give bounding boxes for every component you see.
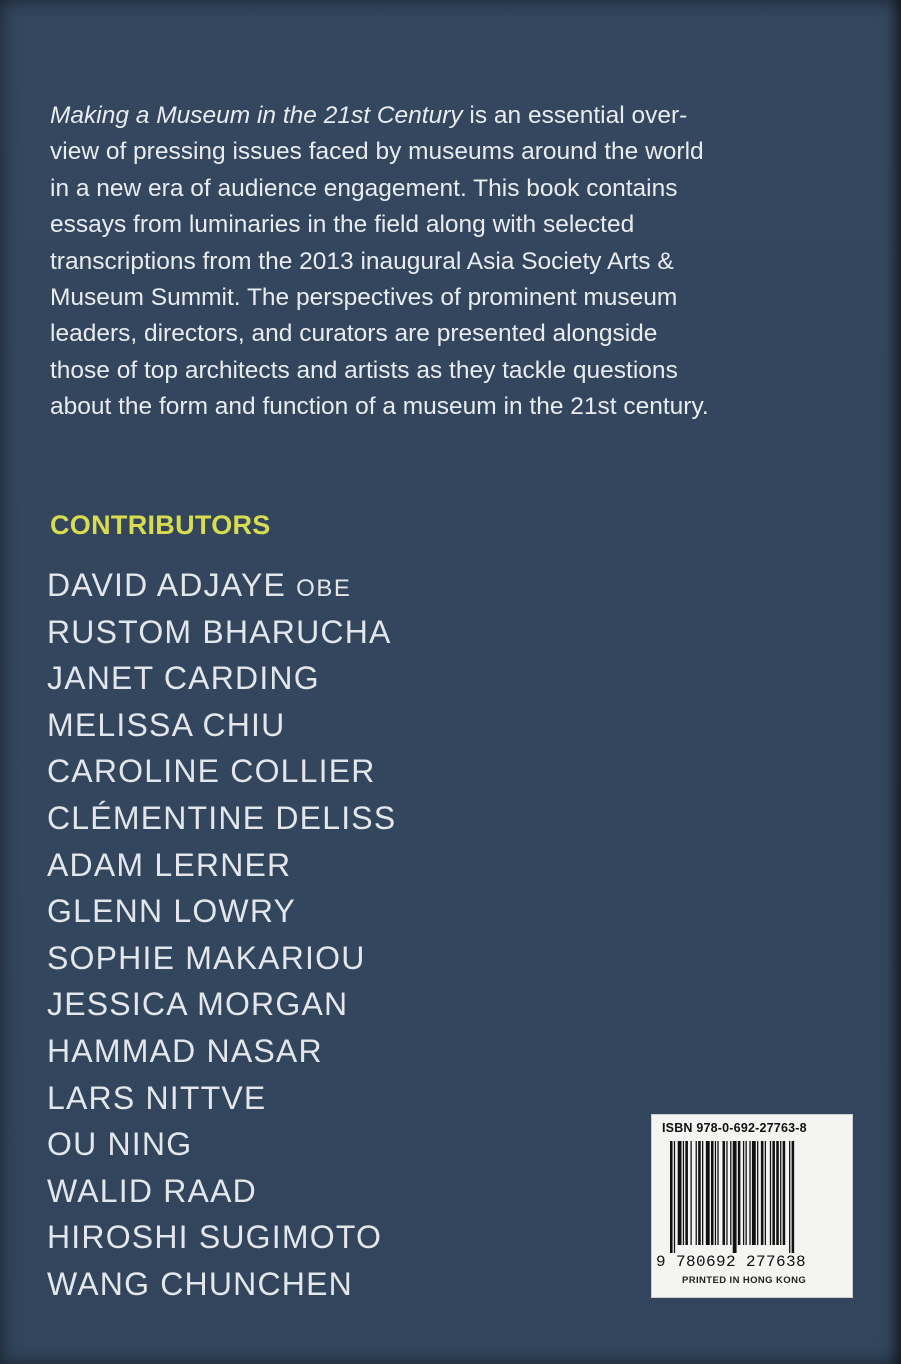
printed-in-label: PRINTED IN HONG KONG (682, 1275, 807, 1286)
contributor-item (47, 1075, 396, 1122)
description-line-8: those of top architects and artists as they tackle questions (50, 356, 678, 384)
contributor-name: DAVID ADJAYE (47, 567, 287, 603)
contributor-item (47, 795, 396, 842)
contributor-item (47, 562, 396, 609)
contributor-name: JESSICA MORGAN (47, 986, 349, 1023)
contributor-item (47, 609, 396, 656)
contributor-name: WANG CHUNCHEN (47, 1265, 353, 1302)
barcode-icon (670, 1141, 836, 1253)
contributor-item (47, 655, 396, 702)
isbn-barcode-label (651, 1114, 853, 1298)
contributor-item (47, 981, 396, 1028)
contributor-item (47, 935, 396, 982)
contributor-item (47, 1214, 396, 1261)
barcode-digits: 9 780692 277638 (656, 1253, 807, 1271)
contributor-name: OU NING (47, 1126, 193, 1163)
contributor-item (47, 842, 396, 889)
contributors-list (47, 562, 396, 1308)
isbn-number: ISBN 978-0-692-27763-8 (662, 1121, 807, 1135)
cover-edge-shadow (887, 0, 901, 1364)
contributor-suffix: OBE (296, 575, 352, 602)
contributor-item (47, 702, 396, 749)
contributor-name: HIROSHI SUGIMOTO (47, 1219, 383, 1256)
description-line-6: Museum Summit. The perspectives of prominent museum (50, 284, 678, 312)
contributor-name: SOPHIE MAKARIOU (47, 939, 366, 976)
contributor-item (47, 748, 396, 795)
description-line-2: view of pressing issues faced by museums around the world (50, 138, 704, 166)
contributor-name: RUSTOM BHARUCHA (47, 613, 392, 650)
book-description (50, 98, 790, 426)
contributor-item (47, 888, 396, 935)
contributor-name: HAMMAD NASAR (47, 1032, 323, 1069)
contributor-name: GLENN LOWRY (47, 893, 297, 930)
contributor-name: WALID RAAD (47, 1172, 257, 1209)
description-line-5: transcriptions from the 2013 inaugural Asia Society Arts & (50, 247, 674, 275)
description-line-3: in a new era of audience engagement. This book contains (50, 174, 678, 202)
contributor-item (47, 1121, 396, 1168)
contributor-item (47, 1261, 396, 1308)
contributor-item (47, 1028, 396, 1075)
description-line-9: about the form and function of a museum in the 21st century. (50, 393, 709, 421)
contributor-item (47, 1168, 396, 1215)
description-line-7: leaders, directors, and curators are presented alongside (50, 320, 658, 348)
contributor-name: LARS NITTVE (47, 1079, 267, 1116)
contributor-name: ADAM LERNER (47, 846, 292, 883)
contributor-name: JANET CARDING (47, 660, 320, 697)
description-line-4: essays from luminaries in the field along with selected (50, 211, 635, 239)
contributor-name: MELISSA CHIU (47, 706, 286, 743)
description-line-1: is an essential over- (462, 102, 688, 129)
contributor-name: CLÉMENTINE DELISS (47, 799, 397, 836)
contributor-name: CAROLINE COLLIER (47, 753, 376, 790)
book-title: Making a Museum in the 21st Century (50, 102, 463, 129)
contributors-heading: CONTRIBUTORS (50, 510, 271, 540)
